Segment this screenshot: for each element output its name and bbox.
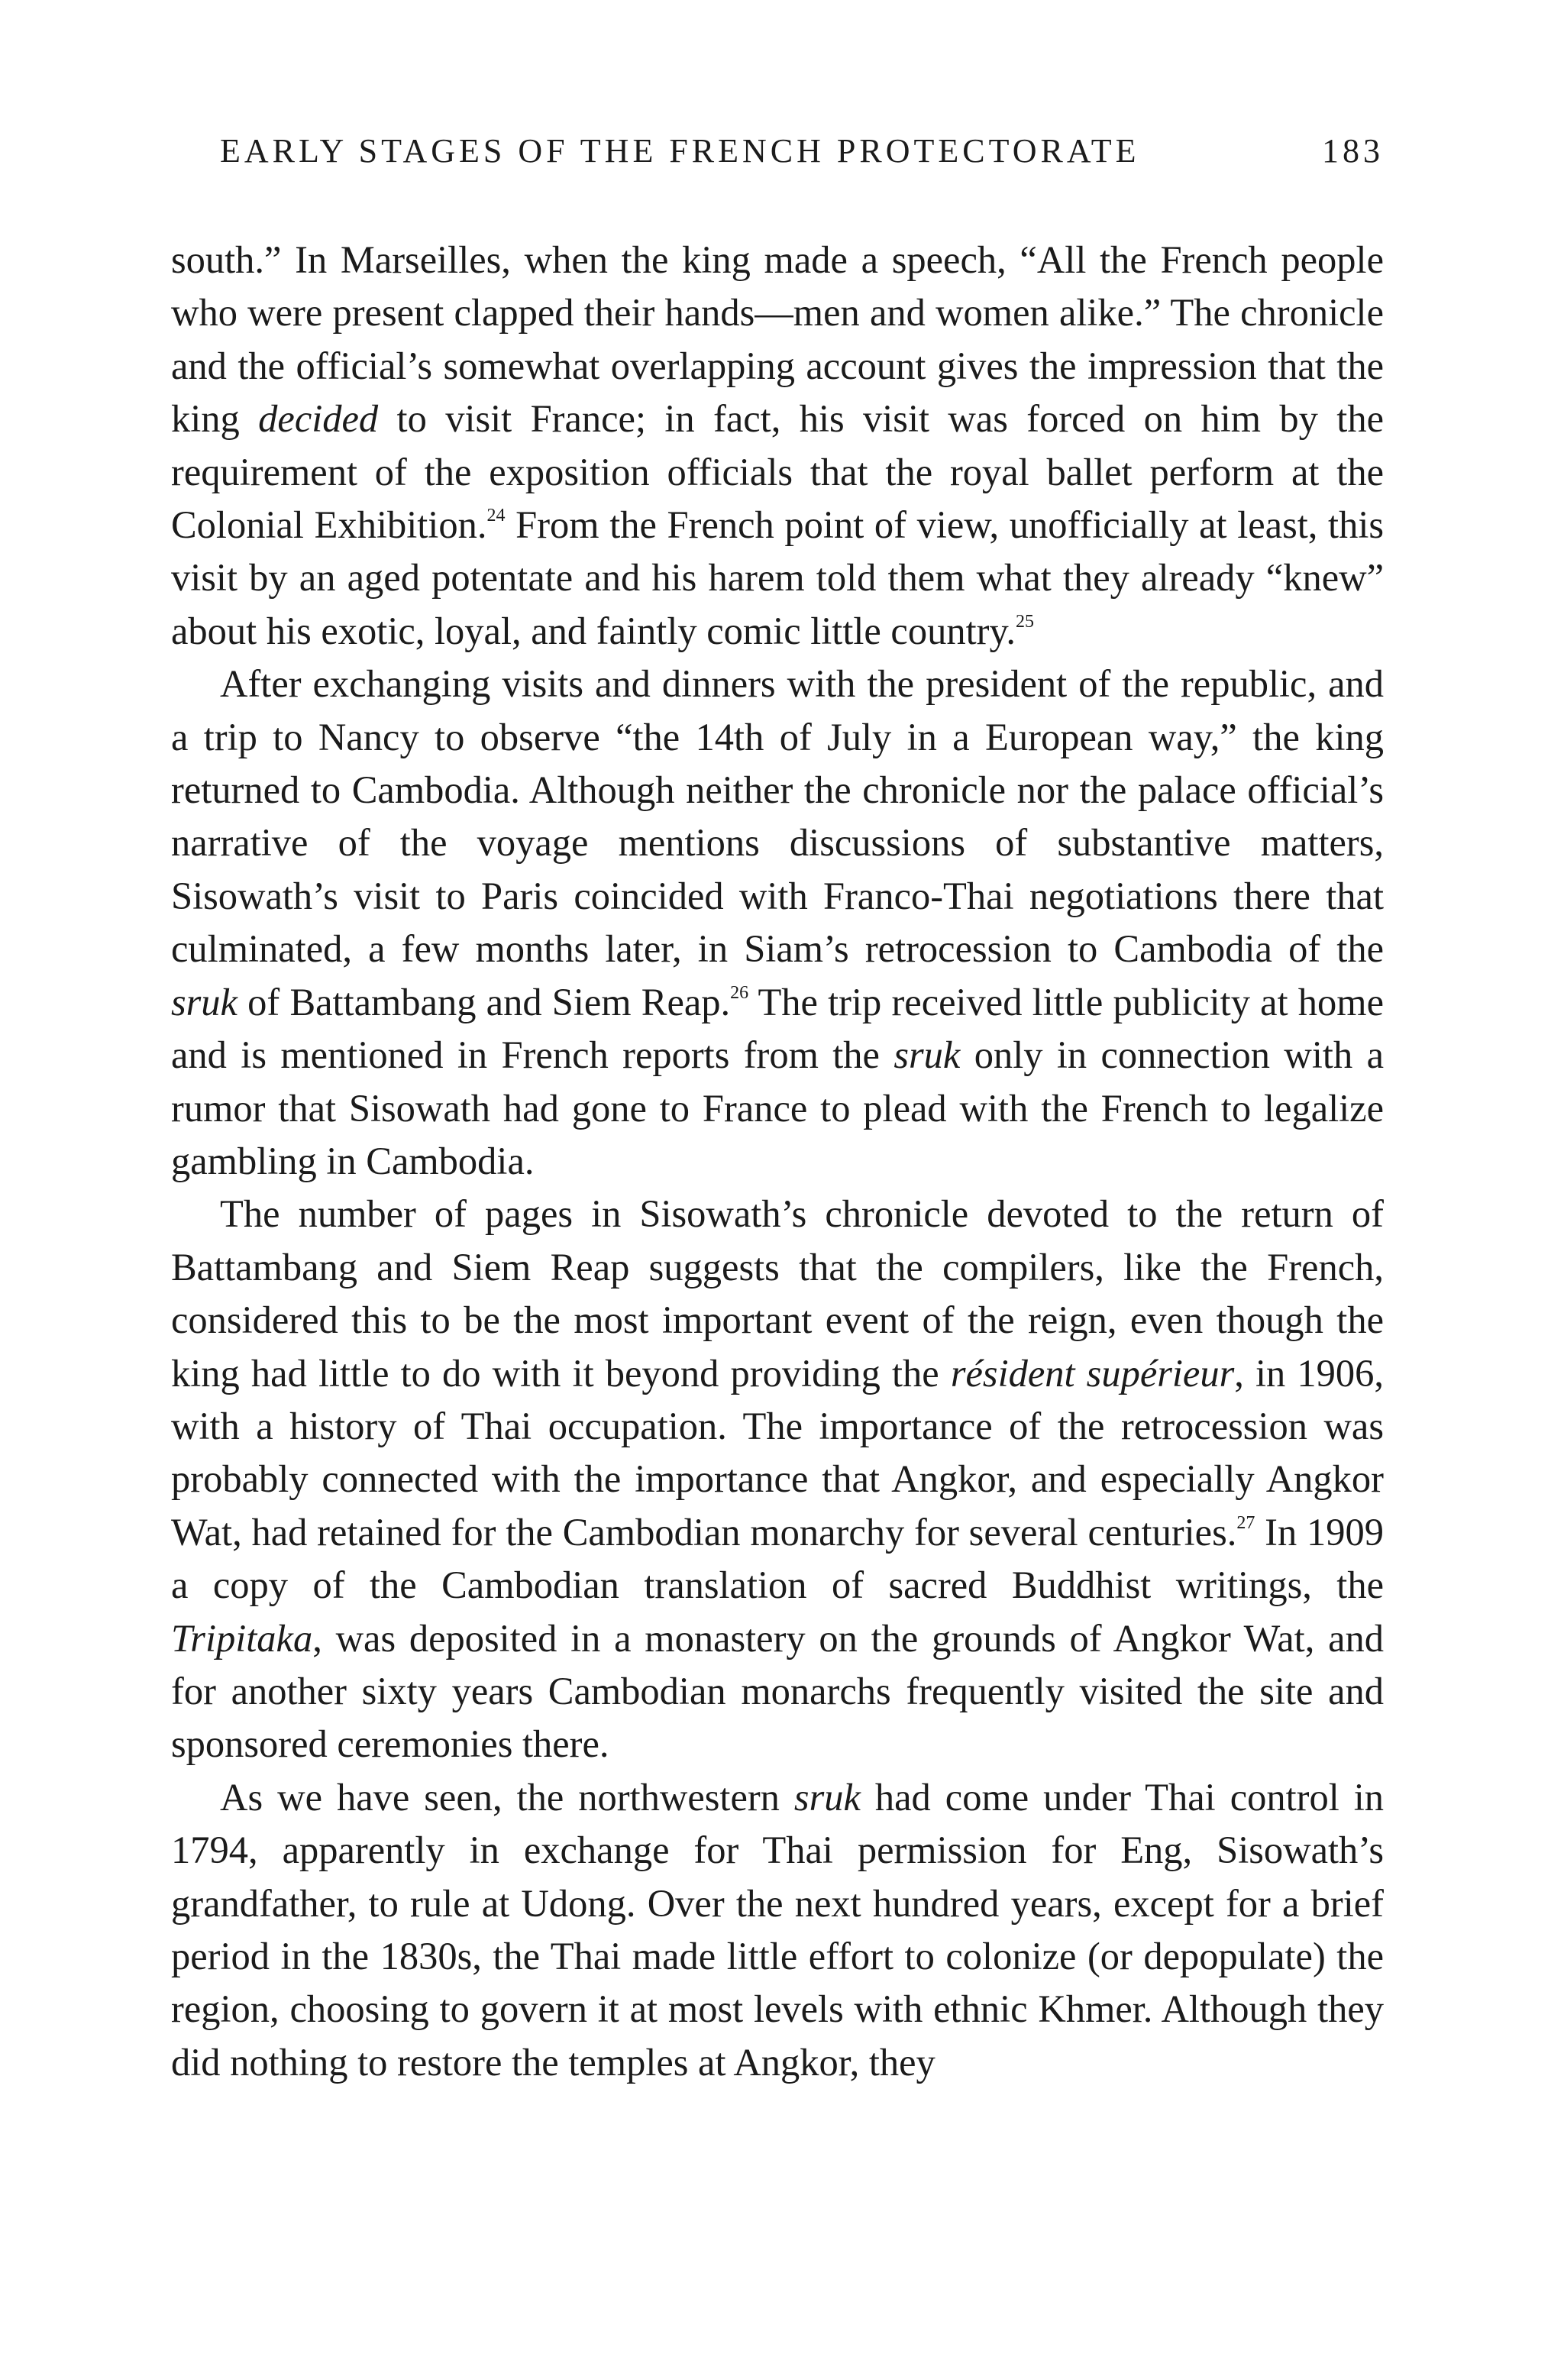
text-run: to visit France; in fact, his visit was forced on him by the requirement of the exposition officials that the royal ballet perform at the Colonial Exhibition. xyxy=(171,397,1384,547)
footnote-ref: 27 xyxy=(1236,1512,1255,1533)
text-run: had come under Thai control in 1794, apparently in exchange for Thai permission for Eng, Sisowath’s grandfather, to rule at Udong. Over the next hundred years, except for a brief period in the 1830s, the Thai made little effort to colonize (or depopulate) the region, choosing to govern it at most levels with ethnic Khmer. Although they did nothing to restore the temples at Angkor, they xyxy=(171,1775,1384,2084)
body-text xyxy=(171,234,1384,2089)
text-run: After exchanging visits and dinners with the president of the republic, and a trip to Nancy to observe “the 14th of July in a European way,” the king returned to Cambodia. Although neither the chronicle nor the palace official’s narrative of the voyage mentions discussions of substantive matters, Sisowath’s visit to Paris coincided with Franco-Thai negotiations there that culminated, a few months later, in Siam’s retrocession to Cambodia of the xyxy=(171,662,1384,971)
paragraph-3 xyxy=(171,1188,1384,1770)
italic-term: Tripitaka xyxy=(171,1616,313,1660)
paragraph-4 xyxy=(171,1771,1384,2089)
text-run: In 1909 a copy of the Cambodian translation of sacred Buddhist writings, the xyxy=(171,1510,1384,1607)
italic-term: résident supérieur xyxy=(950,1351,1235,1395)
italic-term: sruk xyxy=(793,1775,861,1819)
italic-term: decided xyxy=(258,397,379,441)
page-number: 183 xyxy=(1322,132,1384,170)
footnote-ref: 26 xyxy=(730,982,749,1003)
text-run: The number of pages in Sisowath’s chronicle devoted to the return of Battambang and Siem Reap suggests that the compilers, like the French, considered this to be the most important event of the reign, even though the king had little to do with it beyond providing the xyxy=(171,1192,1384,1395)
text-run: The trip received little publicity at home and is mentioned in French reports from the xyxy=(171,980,1384,1077)
running-head xyxy=(171,128,1384,174)
italic-term: sruk xyxy=(893,1033,961,1077)
footnote-ref: 25 xyxy=(1016,612,1035,632)
paragraph-1 xyxy=(171,234,1384,658)
running-title: EARLY STAGES OF THE FRENCH PROTECTORATE xyxy=(220,132,1140,170)
text-run: , was deposited in a monastery on the grounds of Angkor Wat, and for another sixty years Cambodian monarchs frequently visited the site and sponsored ceremonies there. xyxy=(171,1616,1384,1766)
text-run: only in connection with a rumor that Sisowath had gone to France to plead with the French to legalize gambling in Cambodia. xyxy=(171,1033,1384,1182)
text-run: south.” In Marseilles, when the king made a speech, “All the French people who were present clapped their hands—men and women alike.” The chronicle and the official’s somewhat overlapping account gives the impression that the king xyxy=(171,238,1384,441)
text-run: From the French point of view, unofficially at least, this visit by an aged potentate and his harem told them what they already “knew” about his exotic, loyal, and faintly comic little country. xyxy=(171,503,1384,652)
paragraph-2 xyxy=(171,658,1384,1188)
text-run: , in 1906, with a history of Thai occupation. The importance of the retrocession was probably connected with the importance that Angkor, and especially Angkor Wat, had retained for the Cambodian monarchy for several centuries. xyxy=(171,1351,1385,1554)
footnote-ref: 24 xyxy=(486,506,506,526)
italic-term: sruk xyxy=(171,980,238,1023)
text-run: of Battambang and Siem Reap. xyxy=(237,980,731,1023)
text-run: As we have seen, the northwestern xyxy=(220,1775,794,1819)
